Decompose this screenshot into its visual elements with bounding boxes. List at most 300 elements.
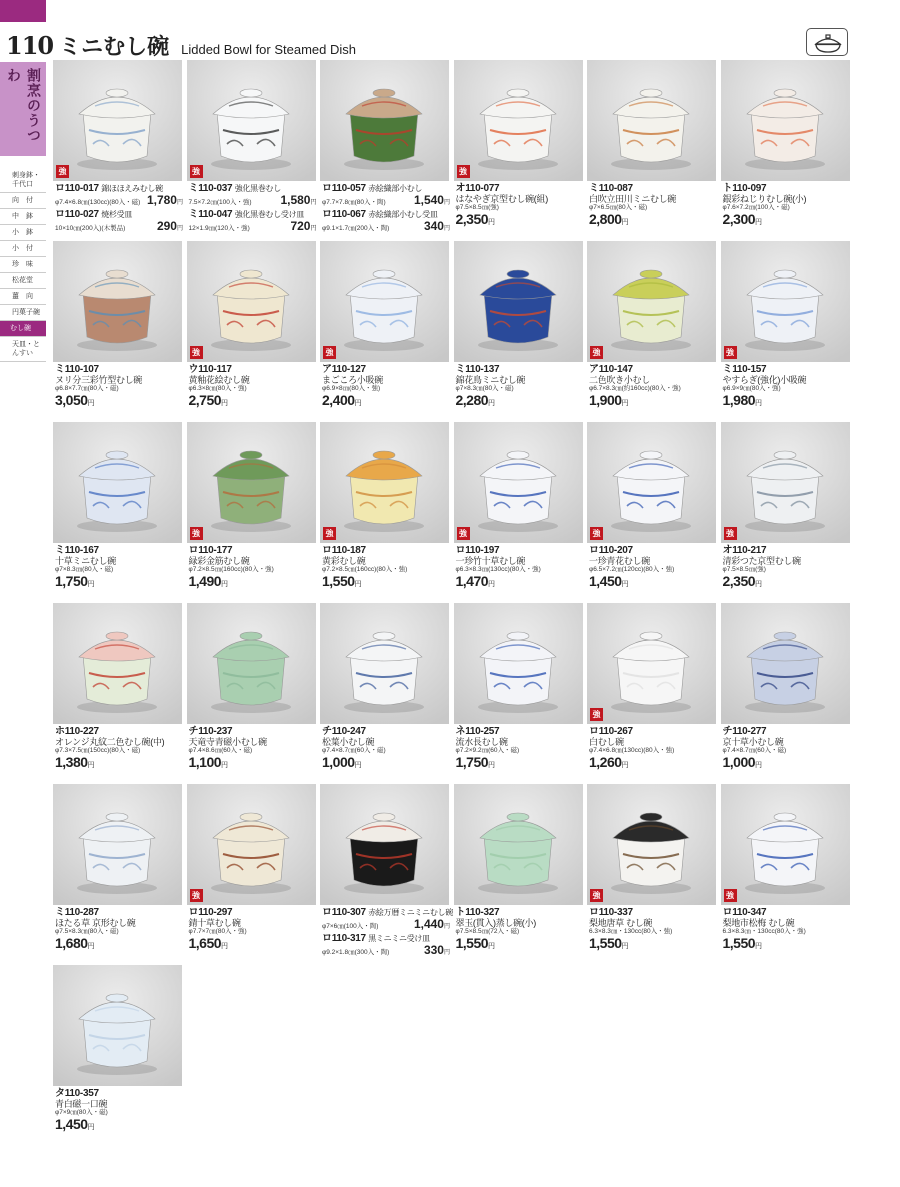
product-code-2: ミ110-047 (188, 209, 233, 220)
product-name: まごころ小吸碗 (322, 375, 383, 385)
product-price: 1,680 (55, 935, 88, 951)
product-card[interactable] (187, 241, 316, 419)
product-photo[interactable] (587, 784, 716, 905)
product-code: ミ110-287 (55, 907, 99, 918)
product-price-2: 720 (290, 219, 311, 233)
product-price: 1,580 (280, 193, 311, 207)
product-spec: φ7.4×6.8㎝(130cc)(80入・強) (589, 747, 675, 754)
strong-badge: 強 (724, 527, 737, 540)
product-photo[interactable] (721, 422, 850, 543)
product-spec: 7.5×7.2㎝(100入・強) (188, 199, 252, 206)
product-name: 錦ほほえみむし碗 (101, 184, 163, 193)
yen-label: 円 (488, 943, 495, 950)
product-name-2: 強化黒巻むし受け皿 (234, 210, 305, 219)
product-card[interactable] (721, 60, 850, 238)
product-caption (456, 183, 584, 230)
product-code: ミ110-087 (589, 183, 633, 194)
product-code: ミ110-137 (455, 364, 500, 375)
product-price: 1,450 (55, 1116, 88, 1132)
product-price: 1,450 (589, 573, 622, 589)
product-name: 白吹立田川ミニむし碗 (589, 194, 677, 204)
product-card[interactable] (53, 965, 182, 1143)
product-spec: φ6.3×8.3㎝(130cc)(80入・強) (455, 566, 541, 573)
yen-label: 円 (488, 219, 495, 226)
lidded-bowl-icon (806, 28, 848, 56)
product-name: 松葉小むし碗 (322, 737, 375, 747)
product-card[interactable] (587, 241, 716, 419)
product-name: 翠玉(貫入)蒸し碗(小) (455, 918, 536, 928)
product-spec: φ7.7×7㎝(80入・強) (188, 928, 247, 935)
product-caption (55, 907, 183, 954)
product-photo[interactable] (721, 60, 850, 181)
product-code-2: ロ110-067 (322, 209, 366, 220)
product-caption (723, 726, 851, 773)
product-price: 1,650 (188, 935, 222, 951)
product-code: ア110-127 (322, 364, 366, 375)
product-code: ミ110-037 (188, 183, 233, 194)
page-title-en: Lidded Bowl for Steamed Dish (181, 42, 356, 57)
product-photo[interactable] (721, 241, 850, 362)
product-name: 十草ミニむし碗 (55, 556, 116, 566)
product-photo[interactable] (320, 603, 449, 724)
product-price: 2,350 (455, 211, 489, 227)
strong-badge: 強 (190, 165, 203, 178)
product-photo[interactable] (320, 241, 449, 362)
product-photo[interactable] (187, 784, 316, 905)
yen-label: 円 (621, 943, 629, 950)
yen-label: 円 (310, 200, 317, 206)
product-name: 赤絵織部小むし (368, 184, 423, 193)
yen-label: 円 (755, 762, 762, 769)
product-code: ト110-327 (455, 907, 500, 918)
yen-label: 円 (755, 219, 762, 226)
sidebar-item[interactable]: 珍 味 (0, 257, 46, 273)
product-price: 1,550 (589, 935, 622, 951)
product-card[interactable] (320, 422, 449, 600)
product-caption (189, 183, 317, 235)
yen-label: 円 (443, 950, 450, 956)
product-name: 京十草小むし碗 (722, 737, 784, 747)
strong-badge: 強 (190, 346, 203, 359)
product-caption (322, 183, 450, 235)
yen-label: 円 (621, 400, 629, 407)
product-card[interactable] (454, 241, 583, 419)
product-photo[interactable] (587, 603, 716, 724)
sidebar-category-title: 割烹のうつわ (0, 62, 46, 156)
product-caption (55, 545, 183, 592)
product-caption (322, 545, 450, 592)
yen-label: 円 (87, 400, 95, 407)
product-name: 清彩つた京型むし碗 (722, 556, 801, 566)
product-code: タ110-357 (55, 1088, 99, 1099)
product-spec: φ7×9㎝(80入・磁) (55, 1109, 108, 1116)
yen-label: 円 (443, 200, 450, 206)
yen-label: 円 (87, 762, 95, 769)
product-caption (589, 726, 717, 773)
product-card[interactable] (320, 60, 449, 238)
product-photo[interactable] (187, 422, 316, 543)
product-caption (723, 364, 851, 411)
product-spec: 6.3×8.3㎝・130cc(80入・強) (722, 928, 806, 935)
sidebar-item[interactable]: 薑 向 (0, 289, 46, 305)
product-spec-2: 12×1.9㎝(120入・強) (188, 225, 250, 232)
product-spec: φ7×6㎝(100入・陶) (322, 923, 379, 930)
product-code: ロ110-297 (188, 907, 233, 918)
strong-badge: 強 (590, 346, 603, 359)
strong-badge: 強 (457, 165, 470, 178)
product-spec: φ6.3×8㎝(80入・強) (188, 385, 247, 392)
product-name: 梨地唐草 むし碗 (589, 918, 653, 928)
product-photo[interactable] (587, 422, 716, 543)
sidebar-item[interactable]: 中 鉢 (0, 209, 46, 225)
product-spec: φ6.9×8㎝(80入・強) (322, 385, 381, 392)
product-price: 2,400 (322, 392, 355, 408)
product-name: 銀彩ねじりむし碗(小) (722, 194, 807, 204)
page-header (6, 30, 356, 60)
strong-badge: 強 (724, 346, 737, 359)
corner-tab (0, 0, 46, 22)
product-caption (189, 907, 317, 954)
product-card[interactable] (454, 422, 583, 600)
product-card[interactable] (721, 422, 850, 600)
yen-label: 円 (221, 581, 228, 588)
product-price: 1,550 (722, 935, 756, 951)
product-card[interactable] (587, 603, 716, 781)
strong-badge: 強 (323, 527, 336, 540)
yen-label: 円 (221, 762, 228, 769)
product-photo[interactable] (187, 603, 316, 724)
strong-badge: 強 (590, 527, 603, 540)
product-photo[interactable] (454, 60, 583, 181)
product-price: 2,280 (455, 392, 489, 408)
product-spec: φ7.5×8.5㎝(強) (455, 204, 499, 211)
product-spec-2: φ9.2×1.8㎝(300入・陶) (322, 949, 390, 956)
product-code: ミ110-167 (55, 545, 99, 556)
product-spec: φ7×6.5㎝(80入・磁) (589, 204, 648, 211)
product-price: 2,350 (722, 573, 756, 589)
product-name: 一珍青花むし碗 (589, 556, 650, 566)
product-code: ロ110-267 (589, 726, 633, 737)
product-price: 1,470 (455, 573, 489, 589)
yen-label: 円 (621, 219, 629, 226)
product-name: 二色吹き小むし (589, 375, 650, 385)
yen-label: 円 (87, 1124, 95, 1131)
strong-badge: 強 (590, 889, 603, 902)
product-card[interactable] (187, 422, 316, 600)
product-card[interactable] (320, 784, 453, 962)
product-card[interactable] (187, 603, 316, 781)
product-card[interactable] (721, 241, 850, 419)
product-name: 白むし碗 (589, 737, 624, 747)
product-code: ホ110-227 (55, 726, 99, 737)
product-name-2: 赤絵織部小むし受皿 (368, 210, 438, 219)
product-caption (322, 364, 450, 411)
product-photo[interactable] (320, 60, 449, 181)
product-card[interactable] (587, 60, 716, 238)
product-spec: 6.3×8.3㎝・130cc(80入・強) (589, 928, 673, 935)
yen-label: 円 (87, 581, 95, 588)
product-code: ミ110-157 (722, 364, 767, 375)
product-spec: φ7.6×7.2㎝(100入・磁) (722, 204, 790, 211)
yen-label: 円 (354, 581, 362, 588)
product-photo[interactable] (320, 784, 449, 905)
product-card[interactable] (587, 422, 716, 600)
product-spec: φ7.4×8.6㎝(60入・磁) (188, 747, 253, 754)
product-code: ネ110-257 (455, 726, 500, 737)
product-caption (55, 183, 183, 235)
product-code: ロ110-337 (589, 907, 633, 918)
product-photo[interactable] (454, 603, 583, 724)
product-photo[interactable] (454, 422, 583, 543)
product-spec: φ6.8×7.7㎝(80入・磁) (55, 385, 119, 392)
product-code: チ110-277 (722, 726, 767, 737)
product-price: 1,780 (146, 193, 177, 207)
product-price: 1,000 (722, 754, 756, 770)
product-photo[interactable] (53, 422, 182, 543)
product-card[interactable] (187, 784, 316, 962)
product-price: 1,550 (455, 935, 489, 951)
product-photo[interactable] (53, 965, 182, 1086)
product-name: やすらぎ(強化)小吸碗 (722, 375, 807, 385)
product-name: 梨地市松梅 むし碗 (722, 918, 795, 928)
sidebar-item[interactable]: むし碗 (0, 321, 46, 337)
sidebar-item[interactable]: 刺身鉢・千代口 (0, 168, 46, 193)
product-card[interactable] (53, 784, 182, 962)
yen-label: 円 (221, 400, 228, 407)
product-name: オレンジ丸紋二色むし碗(中) (55, 737, 165, 747)
product-spec: φ7.5×8.3㎝(80入・磁) (55, 928, 119, 935)
product-photo[interactable] (454, 784, 583, 905)
product-spec: φ7.2×9.2㎝(60入・磁) (455, 747, 520, 754)
yen-label: 円 (755, 581, 762, 588)
product-code: オ110-217 (722, 545, 767, 556)
yen-label: 円 (176, 200, 183, 206)
product-card[interactable] (721, 784, 850, 962)
product-name: ヌリ分三彩竹型むし碗 (55, 375, 143, 385)
product-caption (322, 726, 450, 773)
product-caption (589, 907, 717, 954)
product-code: ロ110-187 (322, 545, 366, 556)
product-name: 天竜寺青磁小むし碗 (188, 737, 267, 747)
product-photo[interactable] (721, 603, 850, 724)
product-spec: φ7.4×8.7㎝(60入・磁) (322, 747, 386, 754)
product-price: 1,750 (55, 573, 88, 589)
product-caption (723, 545, 851, 592)
strong-badge: 強 (190, 889, 203, 902)
product-card[interactable] (454, 603, 583, 781)
product-photo[interactable] (53, 603, 182, 724)
yen-label: 円 (310, 226, 317, 232)
yen-label: 円 (621, 762, 629, 769)
product-caption (189, 364, 317, 411)
product-code: ロ110-177 (188, 545, 233, 556)
product-caption (189, 726, 317, 773)
product-caption (723, 183, 851, 230)
strong-badge: 強 (323, 346, 336, 359)
yen-label: 円 (755, 943, 762, 950)
yen-label: 円 (443, 226, 450, 232)
product-card[interactable] (721, 603, 850, 781)
product-price: 1,980 (722, 392, 756, 408)
product-price-2: 330 (423, 943, 444, 957)
product-caption (456, 545, 584, 592)
product-photo[interactable] (587, 241, 716, 362)
product-name: 錦花鳥ミニむし碗 (455, 375, 526, 385)
product-code: オ110-077 (455, 183, 500, 194)
yen-label: 円 (221, 943, 228, 950)
yen-label: 円 (488, 762, 495, 769)
product-name: 錆十草むし碗 (188, 918, 241, 928)
product-name: 赤絵万暦ミニミニむし碗 (368, 908, 453, 917)
page-number: 110 (6, 31, 54, 60)
product-name: ほたる草 京形むし碗 (55, 918, 136, 928)
sidebar-item[interactable]: 円菓子碗 (0, 305, 46, 321)
product-spec: φ7.5×8.5㎝(72入・磁) (455, 928, 520, 935)
product-name-2: 黒ミニミニ受け皿 (368, 934, 430, 943)
product-price: 1,490 (188, 573, 222, 589)
product-code: ロ110-207 (589, 545, 633, 556)
product-code-2: ロ110-027 (55, 209, 99, 220)
product-card[interactable] (53, 422, 182, 600)
product-code: ト110-097 (722, 183, 767, 194)
product-card[interactable] (320, 603, 449, 781)
product-price: 2,300 (722, 211, 756, 227)
product-spec: φ7.4×6.8㎝(130cc)(80入・磁) (55, 199, 141, 206)
product-name: はなやぎ京型むし碗(組) (455, 194, 548, 204)
product-price-2: 340 (423, 219, 444, 233)
product-name: 強化黒巻むし (234, 184, 281, 193)
product-spec: φ7.3×7.5㎝(150cc)(80入・磁) (55, 747, 141, 754)
product-price-2: 290 (156, 219, 177, 233)
product-caption (456, 907, 584, 954)
product-caption (589, 545, 717, 592)
product-name: 黄釉花絵むし碗 (188, 375, 250, 385)
product-photo[interactable] (187, 60, 316, 181)
sidebar-nav (0, 168, 46, 362)
product-code: チ110-237 (188, 726, 233, 737)
yen-label: 円 (488, 581, 495, 588)
product-spec: φ7×8.3㎝(80入・磁) (455, 385, 514, 392)
product-spec-2: 10×10㎝(200入)(木製品) (55, 225, 126, 232)
product-card[interactable] (454, 60, 583, 238)
page-title: ミニむし碗 (59, 34, 170, 60)
product-photo[interactable] (53, 60, 182, 181)
product-card[interactable] (53, 60, 182, 238)
product-card[interactable] (53, 241, 182, 419)
product-card[interactable] (587, 784, 716, 962)
product-name: 緑彩金筋むし碗 (188, 556, 250, 566)
product-code: ロ110-017 (55, 183, 99, 194)
product-caption (55, 364, 183, 411)
yen-label: 円 (443, 924, 450, 930)
product-name: 一珍竹十草むし碗 (455, 556, 526, 566)
product-spec-2: φ9.1×1.7㎝(200入・陶) (322, 225, 390, 232)
product-price: 1,540 (413, 193, 444, 207)
product-photo[interactable] (587, 60, 716, 181)
product-code: ロ110-347 (722, 907, 767, 918)
product-price: 1,100 (188, 754, 222, 770)
yen-label: 円 (354, 762, 362, 769)
product-code: ロ110-307 (322, 907, 366, 918)
product-price: 2,750 (188, 392, 222, 408)
yen-label: 円 (755, 400, 762, 407)
product-price: 1,900 (589, 392, 622, 408)
product-caption (189, 545, 317, 592)
sidebar-item[interactable]: 向 付 (0, 193, 46, 209)
product-name: 流水長むし碗 (455, 737, 508, 747)
product-name: 黄彩むし碗 (322, 556, 366, 566)
strong-badge: 強 (590, 708, 603, 721)
product-code: ロ110-197 (455, 545, 500, 556)
product-card[interactable] (53, 603, 182, 781)
product-photo[interactable] (53, 241, 182, 362)
product-caption (55, 726, 183, 773)
product-spec: φ7×8.3㎝(80入・磁) (55, 566, 114, 573)
product-code: ロ110-057 (322, 183, 366, 194)
product-photo[interactable] (320, 422, 449, 543)
yen-label: 円 (87, 943, 95, 950)
product-caption (322, 907, 453, 959)
product-caption (589, 183, 717, 230)
yen-label: 円 (488, 400, 495, 407)
product-price: 1,440 (413, 917, 444, 931)
sidebar-item[interactable]: 小 鉢 (0, 225, 46, 241)
product-spec: φ6.5×7.2㎝(120cc)(80入・強) (589, 566, 675, 573)
product-card[interactable] (187, 60, 316, 238)
strong-badge: 強 (724, 889, 737, 902)
product-price: 1,380 (55, 754, 88, 770)
product-price: 1,000 (322, 754, 355, 770)
sidebar-item[interactable]: 松花堂 (0, 273, 46, 289)
product-code: ア110-147 (589, 364, 633, 375)
product-spec: φ7.2×8.5㎝(160cc)(80入・強) (188, 566, 274, 573)
strong-badge: 強 (56, 165, 69, 178)
product-caption (723, 907, 851, 954)
product-photo[interactable] (454, 241, 583, 362)
product-spec: φ7.5×8.5㎝(強) (722, 566, 766, 573)
sidebar-item[interactable]: 天皿・とんすい (0, 337, 46, 362)
product-code: ウ110-117 (188, 364, 232, 375)
product-spec: φ7.4×8.7㎝(60入・磁) (722, 747, 787, 754)
product-photo[interactable] (721, 784, 850, 905)
product-price: 2,800 (589, 211, 622, 227)
product-caption (456, 726, 584, 773)
product-code-2: ロ110-317 (322, 933, 366, 944)
product-spec: φ6.9×9㎝(80入・強) (722, 385, 781, 392)
sidebar-item[interactable]: 小 付 (0, 241, 46, 257)
product-photo[interactable] (53, 784, 182, 905)
product-price: 1,750 (455, 754, 489, 770)
yen-label: 円 (621, 581, 629, 588)
product-code: ミ110-107 (55, 364, 99, 375)
product-card[interactable] (320, 241, 449, 419)
product-card[interactable] (454, 784, 583, 962)
strong-badge: 強 (190, 527, 203, 540)
product-spec: φ7.2×8.5㎝(160cc)(80入・強) (322, 566, 408, 573)
product-price: 1,550 (322, 573, 355, 589)
product-caption (589, 364, 717, 411)
product-photo[interactable] (187, 241, 316, 362)
product-price: 3,050 (55, 392, 88, 408)
product-caption (55, 1088, 183, 1135)
product-caption (456, 364, 584, 411)
product-spec: φ6.7×8.3㎝(約160cc)(80入・強) (589, 385, 681, 392)
product-code: チ110-247 (322, 726, 366, 737)
yen-label: 円 (354, 400, 362, 407)
product-name: 青白磁一口碗 (55, 1099, 108, 1109)
product-name-2: 焼杉受皿 (101, 210, 133, 219)
yen-label: 円 (176, 226, 183, 232)
